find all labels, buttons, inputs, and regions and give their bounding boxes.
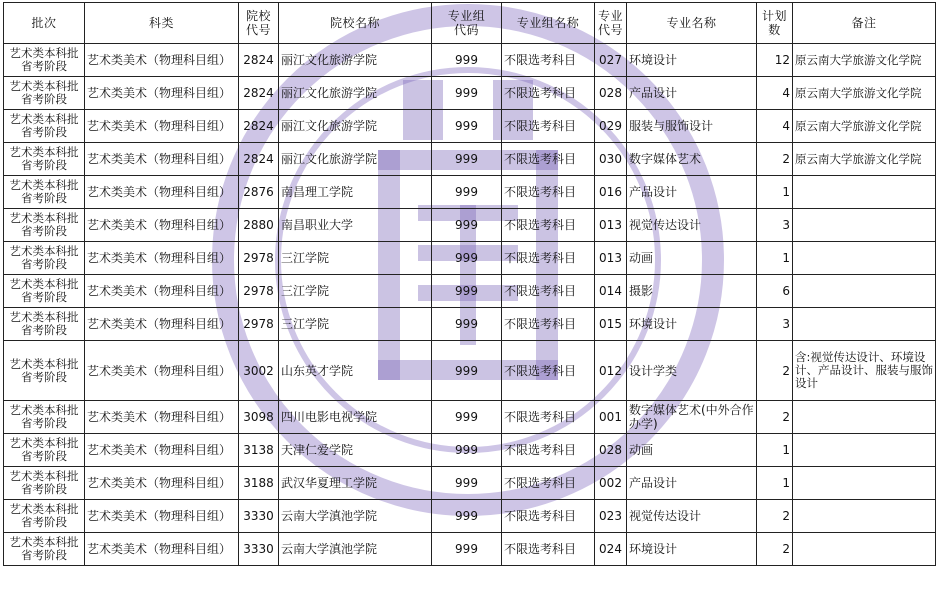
- group-code-cell: 999: [432, 110, 502, 143]
- major-name-cell: 产品设计: [627, 176, 757, 209]
- major-code-cell: 030: [595, 143, 627, 176]
- batch-cell: 艺术类本科批 省考阶段: [4, 110, 85, 143]
- school-name-cell: 丽江文化旅游学院: [279, 77, 432, 110]
- batch-cell: 艺术类本科批 省考阶段: [4, 77, 85, 110]
- school-name-cell: 南昌理工学院: [279, 176, 432, 209]
- plan-cell: 1: [757, 176, 793, 209]
- note-cell: 含:视觉传达设计、环境设计、产品设计、服装与服饰设计: [793, 341, 936, 401]
- table-row: [4, 500, 936, 533]
- header-school-code: 院校 代号: [239, 3, 279, 44]
- header-plan: 计划 数: [757, 3, 793, 44]
- school-code-cell: 3002: [239, 341, 279, 401]
- note-cell: [793, 401, 936, 434]
- group-code-cell: 999: [432, 275, 502, 308]
- school-code-cell: 2824: [239, 110, 279, 143]
- table-row: [4, 110, 936, 143]
- table-row: [4, 434, 936, 467]
- header-note: 备注: [793, 3, 936, 44]
- group-name-cell: 不限选考科目: [502, 401, 595, 434]
- group-code-cell: 999: [432, 467, 502, 500]
- table-row: [4, 533, 936, 566]
- group-name-cell: 不限选考科目: [502, 467, 595, 500]
- admission-table: [3, 2, 936, 566]
- note-cell: [793, 308, 936, 341]
- header-school-name: 院校名称: [279, 3, 432, 44]
- major-name-cell: 产品设计: [627, 77, 757, 110]
- group-code-cell: 999: [432, 143, 502, 176]
- header-major-code: 专业 代号: [595, 3, 627, 44]
- category-cell: 艺术类美术（物理科目组）: [85, 44, 239, 77]
- major-name-cell: 环境设计: [627, 44, 757, 77]
- school-name-cell: 南昌职业大学: [279, 209, 432, 242]
- category-cell: 艺术类美术（物理科目组）: [85, 308, 239, 341]
- plan-cell: 2: [757, 341, 793, 401]
- note-cell: [793, 500, 936, 533]
- major-name-cell: 服装与服饰设计: [627, 110, 757, 143]
- table-row: [4, 308, 936, 341]
- group-name-cell: 不限选考科目: [502, 143, 595, 176]
- plan-cell: 1: [757, 242, 793, 275]
- group-name-cell: 不限选考科目: [502, 110, 595, 143]
- note-cell: [793, 242, 936, 275]
- plan-cell: 1: [757, 434, 793, 467]
- school-code-cell: 2880: [239, 209, 279, 242]
- group-code-cell: 999: [432, 209, 502, 242]
- major-name-cell: 设计学类: [627, 341, 757, 401]
- plan-cell: 2: [757, 401, 793, 434]
- major-code-cell: 013: [595, 209, 627, 242]
- note-cell: [793, 275, 936, 308]
- school-name-cell: 三江学院: [279, 308, 432, 341]
- school-name-cell: 丽江文化旅游学院: [279, 44, 432, 77]
- group-code-cell: 999: [432, 434, 502, 467]
- major-name-cell: 动画: [627, 242, 757, 275]
- table-row: [4, 209, 936, 242]
- group-name-cell: 不限选考科目: [502, 275, 595, 308]
- major-code-cell: 016: [595, 176, 627, 209]
- category-cell: 艺术类美术（物理科目组）: [85, 143, 239, 176]
- major-name-cell: 视觉传达设计: [627, 209, 757, 242]
- major-code-cell: 028: [595, 77, 627, 110]
- table-row: [4, 143, 936, 176]
- group-code-cell: 999: [432, 242, 502, 275]
- major-code-cell: 024: [595, 533, 627, 566]
- category-cell: 艺术类美术（物理科目组）: [85, 242, 239, 275]
- plan-cell: 6: [757, 275, 793, 308]
- category-cell: 艺术类美术（物理科目组）: [85, 467, 239, 500]
- table-row: [4, 44, 936, 77]
- major-name-cell: 视觉传达设计: [627, 500, 757, 533]
- group-name-cell: 不限选考科目: [502, 341, 595, 401]
- table-row: [4, 341, 936, 401]
- group-name-cell: 不限选考科目: [502, 533, 595, 566]
- school-code-cell: 2824: [239, 77, 279, 110]
- major-code-cell: 013: [595, 242, 627, 275]
- plan-cell: 2: [757, 533, 793, 566]
- school-code-cell: 2824: [239, 143, 279, 176]
- school-name-cell: 山东英才学院: [279, 341, 432, 401]
- table-row: [4, 467, 936, 500]
- plan-cell: 2: [757, 500, 793, 533]
- note-cell: [793, 533, 936, 566]
- major-name-cell: 产品设计: [627, 467, 757, 500]
- note-cell: [793, 209, 936, 242]
- major-code-cell: 001: [595, 401, 627, 434]
- group-name-cell: 不限选考科目: [502, 209, 595, 242]
- batch-cell: 艺术类本科批 省考阶段: [4, 500, 85, 533]
- school-code-cell: 3188: [239, 467, 279, 500]
- group-code-cell: 999: [432, 176, 502, 209]
- note-cell: [793, 467, 936, 500]
- school-code-cell: 2978: [239, 275, 279, 308]
- major-code-cell: 023: [595, 500, 627, 533]
- table-row: [4, 176, 936, 209]
- batch-cell: 艺术类本科批 省考阶段: [4, 533, 85, 566]
- note-cell: 原云南大学旅游文化学院: [793, 143, 936, 176]
- school-code-cell: 3330: [239, 500, 279, 533]
- major-name-cell: 环境设计: [627, 308, 757, 341]
- major-code-cell: 012: [595, 341, 627, 401]
- note-cell: [793, 176, 936, 209]
- category-cell: 艺术类美术（物理科目组）: [85, 401, 239, 434]
- school-name-cell: 天津仁爱学院: [279, 434, 432, 467]
- school-code-cell: 3330: [239, 533, 279, 566]
- group-code-cell: 999: [432, 308, 502, 341]
- category-cell: 艺术类美术（物理科目组）: [85, 434, 239, 467]
- school-code-cell: 2978: [239, 242, 279, 275]
- plan-cell: 12: [757, 44, 793, 77]
- school-code-cell: 3098: [239, 401, 279, 434]
- major-name-cell: 摄影: [627, 275, 757, 308]
- group-code-cell: 999: [432, 341, 502, 401]
- school-code-cell: 2876: [239, 176, 279, 209]
- major-name-cell: 动画: [627, 434, 757, 467]
- batch-cell: 艺术类本科批 省考阶段: [4, 209, 85, 242]
- school-name-cell: 云南大学滇池学院: [279, 533, 432, 566]
- plan-cell: 4: [757, 110, 793, 143]
- school-name-cell: 丽江文化旅游学院: [279, 110, 432, 143]
- batch-cell: 艺术类本科批 省考阶段: [4, 242, 85, 275]
- table-row: [4, 242, 936, 275]
- group-code-cell: 999: [432, 401, 502, 434]
- table-row: [4, 275, 936, 308]
- school-name-cell: 三江学院: [279, 242, 432, 275]
- group-name-cell: 不限选考科目: [502, 500, 595, 533]
- major-code-cell: 027: [595, 44, 627, 77]
- major-name-cell: 环境设计: [627, 533, 757, 566]
- batch-cell: 艺术类本科批 省考阶段: [4, 341, 85, 401]
- note-cell: 原云南大学旅游文化学院: [793, 44, 936, 77]
- batch-cell: 艺术类本科批 省考阶段: [4, 434, 85, 467]
- school-code-cell: 3138: [239, 434, 279, 467]
- table-row: [4, 77, 936, 110]
- plan-cell: 3: [757, 209, 793, 242]
- major-code-cell: 002: [595, 467, 627, 500]
- school-code-cell: 2824: [239, 44, 279, 77]
- group-code-cell: 999: [432, 44, 502, 77]
- school-name-cell: 丽江文化旅游学院: [279, 143, 432, 176]
- group-name-cell: 不限选考科目: [502, 44, 595, 77]
- category-cell: 艺术类美术（物理科目组）: [85, 176, 239, 209]
- major-code-cell: 015: [595, 308, 627, 341]
- school-name-cell: 云南大学滇池学院: [279, 500, 432, 533]
- batch-cell: 艺术类本科批 省考阶段: [4, 467, 85, 500]
- school-name-cell: 三江学院: [279, 275, 432, 308]
- plan-cell: 1: [757, 467, 793, 500]
- major-code-cell: 029: [595, 110, 627, 143]
- major-code-cell: 014: [595, 275, 627, 308]
- header-major-name: 专业名称: [627, 3, 757, 44]
- group-name-cell: 不限选考科目: [502, 242, 595, 275]
- major-name-cell: 数字媒体艺术(中外合作办学): [627, 401, 757, 434]
- category-cell: 艺术类美术（物理科目组）: [85, 77, 239, 110]
- note-cell: 原云南大学旅游文化学院: [793, 110, 936, 143]
- category-cell: 艺术类美术（物理科目组）: [85, 110, 239, 143]
- category-cell: 艺术类美术（物理科目组）: [85, 341, 239, 401]
- batch-cell: 艺术类本科批 省考阶段: [4, 401, 85, 434]
- school-code-cell: 2978: [239, 308, 279, 341]
- major-code-cell: 028: [595, 434, 627, 467]
- category-cell: 艺术类美术（物理科目组）: [85, 209, 239, 242]
- header-batch: 批次: [4, 3, 85, 44]
- school-name-cell: 四川电影电视学院: [279, 401, 432, 434]
- group-name-cell: 不限选考科目: [502, 434, 595, 467]
- plan-cell: 4: [757, 77, 793, 110]
- header-group-name: 专业组名称: [502, 3, 595, 44]
- group-name-cell: 不限选考科目: [502, 308, 595, 341]
- group-name-cell: 不限选考科目: [502, 176, 595, 209]
- batch-cell: 艺术类本科批 省考阶段: [4, 143, 85, 176]
- header-row: [4, 3, 936, 44]
- note-cell: [793, 434, 936, 467]
- group-code-cell: 999: [432, 533, 502, 566]
- major-name-cell: 数字媒体艺术: [627, 143, 757, 176]
- group-code-cell: 999: [432, 77, 502, 110]
- batch-cell: 艺术类本科批 省考阶段: [4, 44, 85, 77]
- header-group-code: 专业组 代码: [432, 3, 502, 44]
- table-row: [4, 401, 936, 434]
- batch-cell: 艺术类本科批 省考阶段: [4, 308, 85, 341]
- category-cell: 艺术类美术（物理科目组）: [85, 500, 239, 533]
- batch-cell: 艺术类本科批 省考阶段: [4, 275, 85, 308]
- group-name-cell: 不限选考科目: [502, 77, 595, 110]
- batch-cell: 艺术类本科批 省考阶段: [4, 176, 85, 209]
- category-cell: 艺术类美术（物理科目组）: [85, 533, 239, 566]
- plan-cell: 2: [757, 143, 793, 176]
- plan-cell: 3: [757, 308, 793, 341]
- category-cell: 艺术类美术（物理科目组）: [85, 275, 239, 308]
- note-cell: 原云南大学旅游文化学院: [793, 77, 936, 110]
- group-code-cell: 999: [432, 500, 502, 533]
- header-category: 科类: [85, 3, 239, 44]
- school-name-cell: 武汉华夏理工学院: [279, 467, 432, 500]
